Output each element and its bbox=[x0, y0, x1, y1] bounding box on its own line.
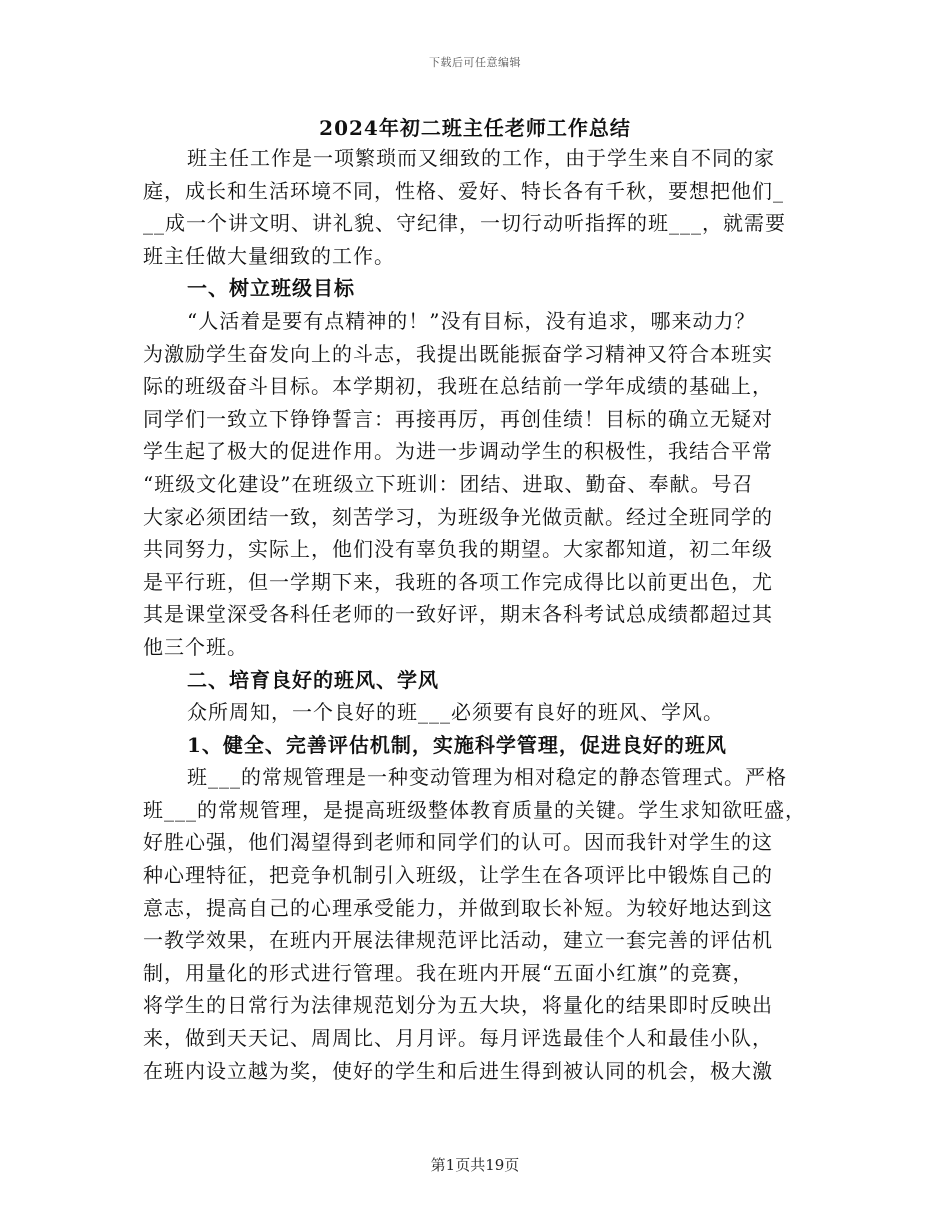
body-line-23: 种心理特征，把竞争机制引入班级，让学生在各项评比中锻炼自己的 bbox=[143, 863, 773, 888]
body-line-14: 是平行班，但一学期下来，我班的各项工作完成得比以前更出色，尤 bbox=[143, 569, 773, 594]
body-line-11: “班级文化建设”在班级立下班训：团结、进取、勤奋、奉献。号召 bbox=[143, 471, 754, 496]
page-header-note: 下载后可任意编辑 bbox=[429, 56, 521, 69]
body-line-21: 班___的常规管理，是提高班级整体教育质量的关键。学生求知欲旺盛， bbox=[143, 797, 806, 822]
body-line-22: 好胜心强，他们渴望得到老师和同学们的认可。因而我针对学生的这 bbox=[143, 830, 773, 855]
body-line-20: 班___的常规管理是一种变动管理为相对稳定的静态管理式。严格 bbox=[187, 765, 787, 790]
body-line-10: 学生起了极大的促进作用。为进一步调动学生的积极性，我结合平常 bbox=[143, 439, 773, 464]
body-line-25: 一教学效果，在班内开展法律规范评比活动，建立一套完善的评估机 bbox=[143, 928, 773, 953]
body-line-18: 众所周知，一个良好的班___必须要有良好的班风、学风。 bbox=[187, 700, 724, 725]
body-line-3: __成一个讲文明、讲礼貌、守纪律，一切行动听指挥的班___，就需要 bbox=[143, 211, 786, 236]
subsection-heading-1: 1、健全、完善评估机制，实施科学管理，促进良好的班风 bbox=[187, 732, 727, 757]
document-body bbox=[143, 142, 815, 1087]
body-line-12: 大家必须团结一致，刻苦学习，为班级争光做贡献。经过全班同学的 bbox=[143, 504, 773, 529]
body-line-27: 将学生的日常行为法律规范划分为五大块，将量化的结果即时反映出 bbox=[143, 993, 773, 1018]
body-line-13: 共同努力，实际上，他们没有辜负我的期望。大家都知道，初二年级 bbox=[143, 537, 773, 562]
body-line-9: 同学们一致立下铮铮誓言：再接再厉，再创佳绩！目标的确立无疑对 bbox=[143, 406, 773, 431]
body-line-15: 其是课堂深受各科任老师的一致好评，期末各科考试总成绩都超过其 bbox=[143, 602, 773, 627]
body-line-4: 班主任做大量细致的工作。 bbox=[143, 243, 395, 268]
body-line-16: 他三个班。 bbox=[143, 634, 248, 659]
body-line-28: 来，做到天天记、周周比、月月评。每月评选最佳个人和最佳小队， bbox=[143, 1026, 773, 1051]
document-title: 2024年初二班主任老师工作总结 bbox=[319, 116, 631, 140]
section-heading-2: 二、培育良好的班风、学风 bbox=[187, 667, 439, 692]
body-line-1: 班主任工作是一项繁琐而又细致的工作，由于学生来自不同的家 bbox=[187, 146, 775, 170]
body-line-24: 意志，提高自己的心理承受能力，并做到取长补短。为较好地达到这 bbox=[143, 895, 773, 920]
body-line-8: 际的班级奋斗目标。本学期初，我班在总结前一学年成绩的基础上， bbox=[143, 374, 773, 399]
page-number-footer: 第1页共19页 bbox=[430, 1156, 520, 1174]
body-line-29: 在班内设立越为奖，使好的学生和后进生得到被认同的机会，极大激 bbox=[143, 1058, 773, 1083]
body-line-2: 庭，成长和生活环境不同，性格、爱好、特长各有千秋，要想把他们_ bbox=[143, 178, 784, 203]
body-line-26: 制，用量化的形式进行管理。我在班内开展“五面小红旗”的竞赛， bbox=[143, 960, 754, 985]
section-heading-1: 一、树立班级目标 bbox=[187, 276, 355, 301]
body-line-7: 为激励学生奋发向上的斗志，我提出既能振奋学习精神又符合本班实 bbox=[143, 341, 773, 366]
body-line-6: “人活着是要有点精神的！”没有目标，没有追求，哪来动力？ bbox=[187, 308, 756, 333]
